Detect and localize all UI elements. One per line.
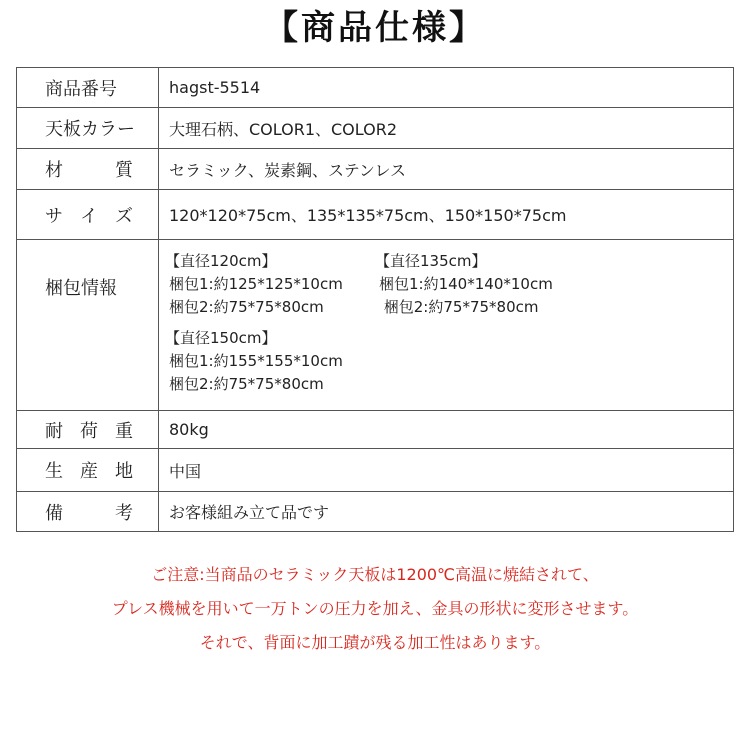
row-key bbox=[17, 449, 159, 492]
size-value: 120*120*75cm、135*135*75cm、150*150*75cm bbox=[159, 190, 734, 240]
key-char: 地 bbox=[115, 461, 133, 482]
row-key: 天板カラー bbox=[17, 108, 159, 149]
caution-line: ご注意:当商品のセラミック天板は1200℃高温に焼結されて、 bbox=[151, 565, 599, 584]
package-block-135 bbox=[375, 250, 589, 319]
key-char: 産 bbox=[80, 461, 98, 482]
page-title: 【商品仕様】 bbox=[264, 8, 486, 48]
package-line: 梱包1:約155*155*10cm bbox=[169, 352, 343, 370]
row-key bbox=[17, 149, 159, 190]
package-block-120 bbox=[165, 250, 379, 319]
package-heading: 【直径120cm】 bbox=[165, 252, 277, 270]
key-char: 考 bbox=[115, 502, 133, 524]
key-char: 材 bbox=[45, 160, 63, 181]
row-key: 梱包情報 bbox=[17, 240, 159, 411]
key-char: ズ bbox=[115, 205, 133, 227]
package-line: 梱包1:約125*125*10cm bbox=[169, 275, 343, 293]
row-key bbox=[17, 190, 159, 240]
table-row bbox=[17, 240, 734, 411]
table-row bbox=[17, 68, 734, 108]
package-heading: 【直径135cm】 bbox=[375, 252, 487, 270]
table-row bbox=[17, 108, 734, 149]
package-line: 梱包2:約75*75*80cm bbox=[169, 375, 324, 393]
row-key bbox=[17, 411, 159, 449]
package-line: 梱包2:約75*75*80cm bbox=[379, 298, 539, 316]
key-char: 備 bbox=[45, 502, 63, 524]
row-key bbox=[17, 492, 159, 532]
package-line: 梱包1:約140*140*10cm bbox=[379, 275, 553, 293]
package-info-cell bbox=[159, 240, 734, 411]
package-heading: 【直径150cm】 bbox=[165, 329, 277, 347]
key-char: イ bbox=[80, 205, 98, 227]
origin-value: 中国 bbox=[159, 449, 734, 492]
table-row bbox=[17, 449, 734, 492]
package-block-150 bbox=[165, 327, 379, 396]
spec-table bbox=[16, 67, 734, 532]
table-row bbox=[17, 492, 734, 532]
package-line: 梱包2:約75*75*80cm bbox=[169, 298, 324, 316]
table-row bbox=[17, 149, 734, 190]
caution-notes bbox=[0, 558, 750, 660]
table-row bbox=[17, 190, 734, 240]
material-value: セラミック、炭素鋼、ステンレス bbox=[159, 149, 734, 190]
table-row bbox=[17, 411, 734, 449]
key-char: 質 bbox=[115, 160, 133, 181]
key-char: サ bbox=[45, 205, 63, 227]
caution-line: それで、背面に加工蹟が残る加工性はあります。 bbox=[199, 633, 551, 652]
load-capacity-value: 80kg bbox=[159, 411, 734, 449]
key-char: 生 bbox=[45, 461, 63, 482]
top-color-value: 大理石柄、COLOR1、COLOR2 bbox=[159, 108, 734, 149]
row-key: 商品番号 bbox=[17, 68, 159, 108]
key-char: 重 bbox=[115, 420, 133, 442]
key-char: 耐 bbox=[45, 420, 63, 442]
remarks-value: お客様組み立て品です bbox=[159, 492, 734, 532]
model-number-value: hagst-5514 bbox=[159, 68, 734, 108]
key-char: 荷 bbox=[80, 420, 98, 442]
caution-line: プレス機械を用いて一万トンの圧力を加え、金具の形状に変形させます。 bbox=[111, 599, 639, 618]
